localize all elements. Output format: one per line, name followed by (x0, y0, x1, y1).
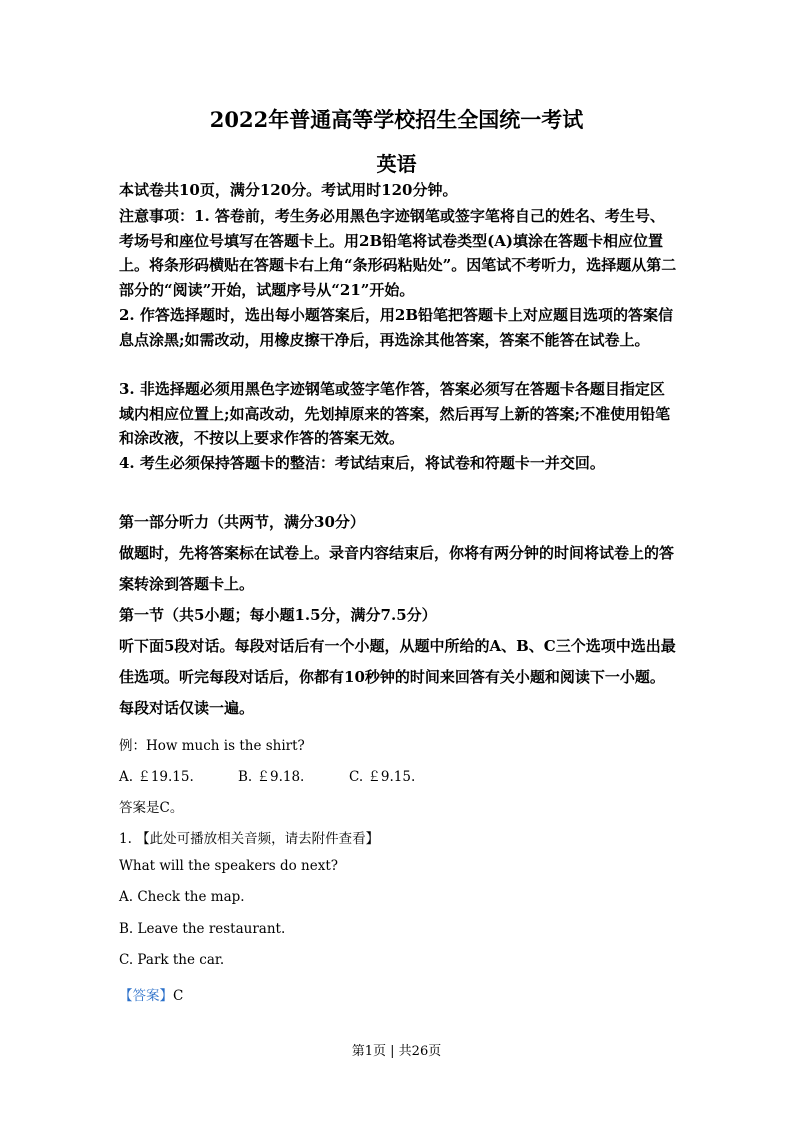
example-option-c: C. ￡9.15. (349, 769, 416, 785)
example-option-a: A. ￡19.15. (119, 769, 194, 785)
example-options (119, 765, 415, 785)
question-1-option-c: C. Park the car. (119, 952, 225, 968)
notice-item-3: 3. 非选择题必须用黑色字迹钢笔或签字笔作答，答案必须写在答题卡各题目指定区域内相应位置上;如高改动，先划掉原来的答案，然后再写上新的答案;不准使用铅笔和涂改液，不按以上要求作答的答案无效。 (119, 380, 671, 447)
audio-note: 1. 【此处可播放相关音频，请去附件查看】 (119, 831, 380, 847)
answer-value: C (173, 988, 184, 1004)
answer-label: 【答案】 (119, 988, 173, 1004)
notice-item-4: 4. 考生必须保持答题卡的整洁：考试结束后，将试卷和符题卡一并交回。 (119, 454, 605, 472)
example-answer: 答案是C。 (119, 800, 184, 816)
question-1-answer (119, 984, 183, 1004)
example-question: 例：How much is the shirt? (119, 738, 305, 754)
notice-item-2: 2. 作答选择题时，选出每小题答案后，用2B铅笔把答题卡上对应题目选项的答案信息点涂黑;如需改动，用橡皮擦干净后，再选涂其他答案，答案不能答在试卷上。 (119, 306, 674, 349)
example-option-b: B. ￡9.18. (238, 769, 305, 785)
page-footer: 第1页 | 共26页 (351, 1044, 442, 1059)
exam-info: 本试卷共10页，满分120分。考试用时120分钟。 (119, 181, 458, 199)
question-1-option-a: A. Check the map. (119, 889, 245, 905)
question-1-option-b: B. Leave the restaurant. (119, 921, 286, 937)
notice-item-1: 注意事项：1. 答卷前，考生务必用黑色字迹钢笔或签字笔将自己的姓名、考生号、考场号和座位号填写在答题卡上。用2B铅笔将试卷类型(A)填涂在答题卡相应位置上。将条形码横贴在答题卡右上角“条形码粘贴处”。因笔试不考听力，选择题从第二部分的“阅读”开始，试题序号从“21”开始。 (119, 207, 677, 299)
part1-heading: 第一部分听力（共两节，满分30分） (119, 513, 365, 531)
section1-heading: 第一节（共5小题；每小题1.5分，满分7.5分） (119, 606, 437, 624)
question-1-text: What will the speakers do next? (119, 858, 339, 874)
subject-title: 英语 (376, 152, 417, 176)
section1-instruction: 听下面5段对话。每段对话后有一个小题，从题中所给的A、B、C三个选项中选出最佳选项。听完每段对话后，你都有10秒钟的时间来回答有关小题和阅读下一小题。每段对话仅读一遍。 (119, 637, 676, 717)
exam-title: 2022年普通高等学校招生全国统一考试 (209, 107, 584, 132)
part1-instruction: 做题时，先将答案标在试卷上。录音内容结束后，你将有两分钟的时间将试卷上的答案转涂到答题卡上。 (119, 544, 675, 593)
